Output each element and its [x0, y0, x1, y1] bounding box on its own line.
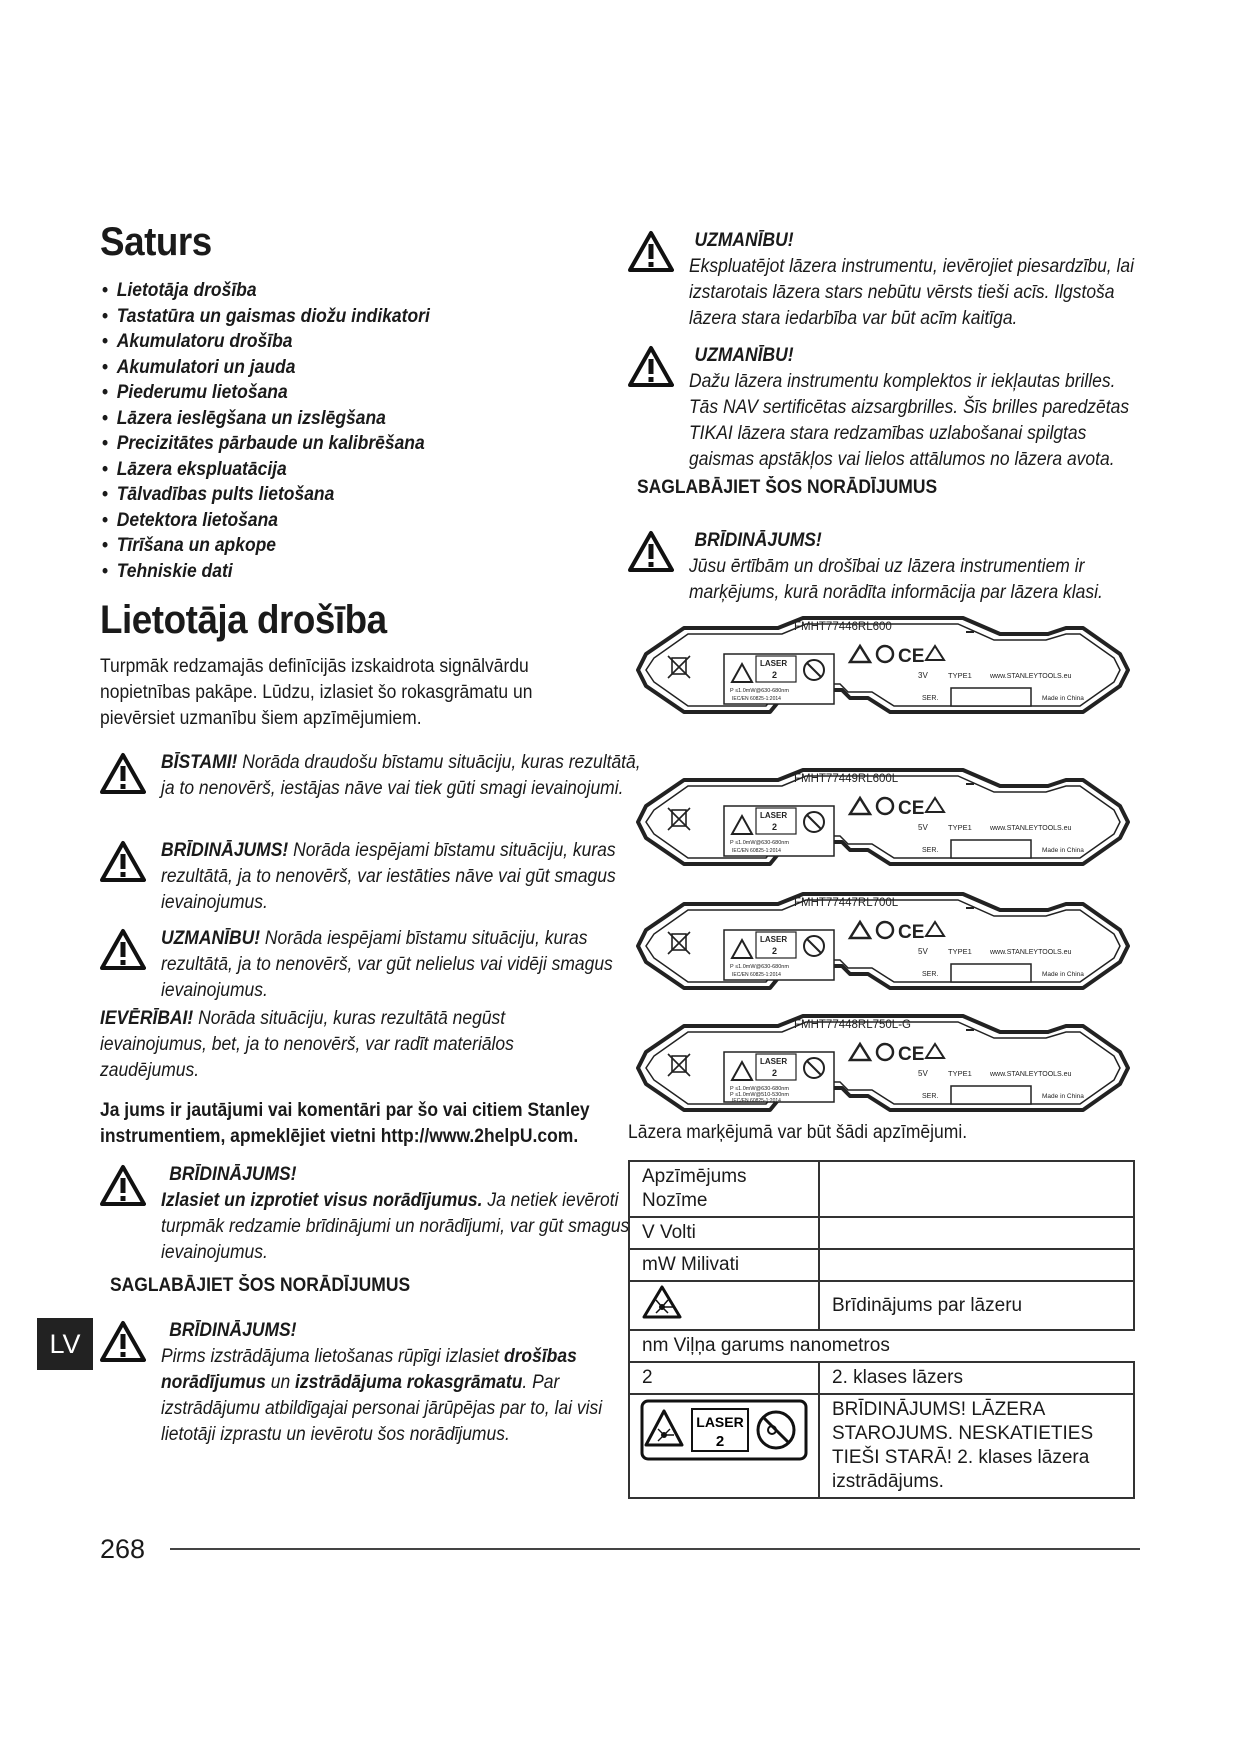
label-voltage: 5V	[918, 1069, 928, 1078]
warning-triangle-icon	[100, 928, 146, 970]
label-outline	[628, 1012, 1138, 1124]
label-type: TYPE1	[948, 1069, 972, 1078]
label-origin: Made in China	[1042, 1093, 1084, 1100]
label-voltage: 5V	[918, 947, 928, 956]
label-model: FMHT77449RL600L	[794, 773, 899, 785]
table-row	[629, 1394, 1134, 1498]
laser-product-label	[628, 890, 1138, 1002]
label-model: FMHT77446RL600	[794, 621, 892, 633]
label-power: P ≤1.0mW@630-680nm	[730, 964, 789, 970]
label-standard: IEC/EN 60825-1:2014	[732, 1098, 781, 1104]
table-row	[629, 1249, 1134, 1281]
caution-title: UZMANĪBU!	[694, 230, 794, 251]
label-standard: IEC/EN 60825-1:2014	[732, 696, 781, 702]
label-power: P ≤1.0mW@630-680nm	[730, 1086, 789, 1092]
table-cell	[629, 1281, 819, 1330]
label-standard: IEC/EN 60825-1:2014	[732, 972, 781, 978]
table-cell: BRĪDINĀJUMS! LĀZERA STAROJUMS. NESKATIETIES TIEŠI STARĀ! 2. klases lāzera izstrādājums.	[819, 1394, 1134, 1498]
warning-text: Ja netiek ievēroti turpmāk redzamie brīdinājumi un norādījumi, var gūt smagus ievainojumus.	[161, 1190, 630, 1263]
warning-title: BRĪDINĀJUMS!	[169, 1164, 297, 1185]
notice-text: Norāda situāciju, kuras rezultātā negūst ievainojumus, bet, ja to nenovērš, var radīt materiālos zaudējumus.	[100, 1008, 514, 1081]
caution-title: UZMANĪBU!	[694, 345, 794, 366]
warning-triangle-icon	[100, 1164, 146, 1206]
label-outline	[628, 766, 1138, 878]
toc-item[interactable]: • Lāzera ieslēgšana un izslēgšana	[102, 406, 430, 432]
label-serial: SER.	[922, 1093, 939, 1100]
warning-title: BRĪDINĀJUMS!	[694, 530, 822, 551]
label-laser-text: LASER	[760, 935, 788, 944]
laser-text: LASER	[696, 1414, 744, 1430]
label-type: TYPE1	[948, 823, 972, 832]
label-laser-class: 2	[772, 822, 778, 832]
toc-list	[102, 278, 458, 584]
label-website: www.STANLEYTOOLS.eu	[990, 825, 1072, 832]
label-laser-class: 2	[772, 670, 778, 680]
label-laser-text: LASER	[760, 811, 788, 820]
section-title: Lietotāja drošība	[100, 598, 387, 642]
markings-intro: Lāzera marķējumā var būt šādi apzīmējumi.	[628, 1122, 968, 1143]
table-cell: Apzīmējums Nozīme	[629, 1161, 819, 1217]
warning-triangle-icon	[628, 345, 674, 387]
warning-text: Norāda iespējami bīstamu situāciju, kuras rezultātā, ja to nenovērš, var iestāties nāve vai gūt smagus ievainojumus.	[161, 840, 616, 913]
footer-rule	[170, 1548, 1140, 1550]
table-row	[629, 1281, 1134, 1330]
toc-item[interactable]: • Tastatūra un gaismas diožu indikatori	[102, 304, 430, 330]
warning-text: Jūsu ērtībām un drošībai uz lāzera instrumentiem ir marķējums, kurā norādīta informācija par lāzera klasi.	[689, 556, 1103, 603]
warning-triangle-icon	[100, 752, 146, 794]
table-row	[629, 1161, 1134, 1217]
warning-triangle-icon	[628, 530, 674, 572]
table-cell	[629, 1394, 819, 1498]
svg-text:CE: CE	[898, 798, 925, 819]
label-type: TYPE1	[948, 947, 972, 956]
table-cell: Brīdinājums par lāzeru	[819, 1281, 1134, 1330]
warning-triangle-icon	[100, 840, 146, 882]
intro-paragraph: Turpmāk redzamajās definīcijās izskaidrota signālvārdu nopietnības pakāpe. Lūdzu, izlasiet šo rokasgrāmatu un pievērsiet uzmanību šiem apzīmējumiem.	[100, 656, 533, 729]
toc-item[interactable]: • Akumulatori un jauda	[102, 355, 430, 381]
label-laser-class: 2	[772, 946, 778, 956]
table-cell: 2	[629, 1362, 819, 1394]
laser-product-label	[628, 614, 1138, 726]
svg-text:CE: CE	[898, 1044, 925, 1065]
warning-bold: drošības norādījumus	[161, 1346, 577, 1393]
label-origin: Made in China	[1042, 847, 1084, 854]
notice-block	[100, 1006, 569, 1084]
table-cell: V Volti	[629, 1217, 819, 1249]
label-website: www.STANLEYTOOLS.eu	[990, 673, 1072, 680]
table-cell: 2. klases lāzers	[819, 1362, 1134, 1394]
warning-triangle-icon	[628, 230, 674, 272]
label-outline	[628, 614, 1138, 726]
warning-bold: izstrādājuma rokasgrāmatu	[295, 1372, 523, 1393]
toc-item[interactable]: • Lāzera ekspluatācija	[102, 457, 430, 483]
save-instructions-heading: SAGLABĀJIET ŠOS NORĀDĪJUMUS	[637, 477, 938, 498]
table-cell: nm Viļņa garums nanometros	[629, 1330, 1134, 1362]
laser-class-label-icon	[640, 1399, 808, 1461]
symbols-table	[628, 1160, 1135, 1499]
toc-item[interactable]: • Tehniskie dati	[102, 559, 430, 585]
table-row	[629, 1330, 1134, 1362]
toc-item[interactable]: • Tīrīšana un apkope	[102, 533, 430, 559]
label-power: P ≤1.0mW@510-530nm	[730, 1092, 789, 1098]
toc-item[interactable]: • Precizitātes pārbaude un kalibrēšana	[102, 431, 430, 457]
laser-warning-icon	[642, 1285, 682, 1319]
laser-product-label	[628, 1012, 1138, 1124]
label-website: www.STANLEYTOOLS.eu	[990, 1071, 1072, 1078]
svg-text:CE: CE	[898, 646, 925, 667]
caution-title: UZMANĪBU!	[161, 928, 261, 949]
label-serial: SER.	[922, 695, 939, 702]
toc-item[interactable]: • Piederumu lietošana	[102, 380, 430, 406]
label-serial: SER.	[922, 971, 939, 978]
label-power: P ≤1.0mW@630-680nm	[730, 840, 789, 846]
label-laser-text: LASER	[760, 659, 788, 668]
table-cell	[819, 1161, 1134, 1217]
table-cell	[819, 1217, 1134, 1249]
label-model: FMHT77447RL700L	[794, 897, 899, 909]
table-row	[629, 1217, 1134, 1249]
warning-bold: Izlasiet un izprotiet visus norādījumus.	[161, 1190, 483, 1211]
table-cell: mW Milivati	[629, 1249, 819, 1281]
label-origin: Made in China	[1042, 971, 1084, 978]
label-laser-class: 2	[772, 1068, 778, 1078]
danger-text: Norāda draudošu bīstamu situāciju, kuras rezultātā, ja to nenovērš, iestājas nāve vai tiek gūti smagi ievainojumi.	[161, 752, 641, 799]
label-website: www.STANLEYTOOLS.eu	[990, 949, 1072, 956]
caution-text: Dažu lāzera instrumentu komplektos ir iekļautas brilles. Tās NAV sertificētas aizsargbrilles. Šīs brilles paredzētas TIKAI lāzera stara redzamības uzlabošanai spilgtas gaismas apstākļos vai lielos attālumos no lāzera avota.	[689, 371, 1130, 470]
laser-class: 2	[715, 1433, 725, 1450]
laser-product-label	[628, 766, 1138, 878]
language-tab: LV	[37, 1318, 93, 1370]
label-power: P ≤1.0mW@630-680nm	[730, 688, 789, 694]
table-row	[629, 1362, 1134, 1394]
label-serial: SER.	[922, 847, 939, 854]
label-voltage: 3V	[918, 671, 928, 680]
caution-text: Ekspluatējot lāzera instrumentu, ievērojiet piesardzību, lai izstarotais lāzera stars nebūtu vērsts tieši acīs. Ilgstoša lāzera stara iedarbība var būt acīm kaitīga.	[689, 256, 1135, 329]
label-outline	[628, 890, 1138, 1002]
warning-title: BRĪDINĀJUMS!	[161, 840, 289, 861]
toc-item[interactable]: • Akumulatoru drošība	[102, 329, 430, 355]
toc-item[interactable]: • Detektora lietošana	[102, 508, 430, 534]
label-model: FMHT77448RL750L-G	[794, 1019, 911, 1031]
warning-text: un	[270, 1372, 291, 1393]
warning-title: BRĪDINĀJUMS!	[169, 1320, 297, 1341]
caution-text: Norāda iespējami bīstamu situāciju, kuras rezultātā, ja to nenovērš, var gūt nelielus vai vidēji smagus ievainojumus.	[161, 928, 613, 1001]
label-standard: IEC/EN 60825-1:2014	[732, 848, 781, 854]
svg-text:CE: CE	[898, 922, 925, 943]
toc-title: Saturs	[100, 220, 212, 264]
danger-title: BĪSTAMI!	[161, 752, 238, 773]
toc-item[interactable]: • Tālvadības pults lietošana	[102, 482, 430, 508]
save-instructions-heading: SAGLABĀJIET ŠOS NORĀDĪJUMUS	[110, 1275, 411, 1296]
label-laser-text: LASER	[760, 1057, 788, 1066]
label-type: TYPE1	[948, 671, 972, 680]
table-cell	[819, 1249, 1134, 1281]
warning-triangle-icon	[100, 1320, 146, 1362]
warning-text: Pirms izstrādājuma lietošanas rūpīgi izlasiet	[161, 1346, 500, 1367]
toc-item[interactable]: • Lietotāja drošība	[102, 278, 430, 304]
label-voltage: 5V	[918, 823, 928, 832]
contact-paragraph: Ja jums ir jautājumi vai komentāri par šo vai citiem Stanley instrumentiem, apmeklējiet vietni http://www.2helpU.com.	[100, 1100, 590, 1147]
notice-title: IEVĒRĪBAI!	[100, 1008, 194, 1029]
label-origin: Made in China	[1042, 695, 1084, 702]
warning-text: . Par izstrādājumu atbildīgajai personai jārūpējas par to, lai visi lietotāji izprastu un ievērotu šos norādījumus.	[161, 1372, 603, 1445]
page-number: 268	[100, 1534, 146, 1564]
